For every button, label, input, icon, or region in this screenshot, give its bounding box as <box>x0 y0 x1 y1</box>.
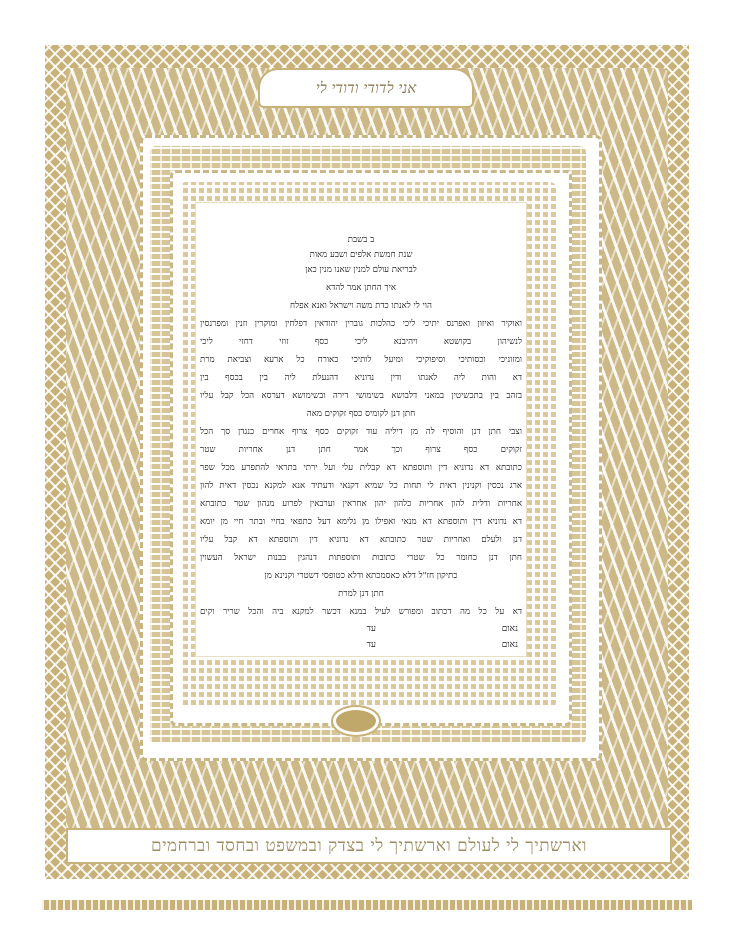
ketubah-line: דא על כל מה דכתוב ומפורש לעיל במנא דכשר למקנא ביה והכל שריר וקים <box>200 607 522 617</box>
ketubah-line: ומזוניכי וכסותיכי וסיפוקיכי ומיעל לותיכי כאורח כל ארעא וצביאת מרת <box>200 355 522 365</box>
ketubah-line: שנת חמשת אלפים ושבע מאות <box>309 250 413 260</box>
ketubah-line: ארג נכסין וקנינין דאית לי תחות כל שמיא דקנאי ודעתיד אנא למקנא נכסין דאית להון <box>200 481 522 491</box>
witness-role: עד <box>366 624 376 634</box>
ketubah-text-panel <box>196 203 526 656</box>
ketubah-line: איך החתן אמר להדא <box>325 283 396 293</box>
ketubah-line: זקוקים כסף צרוף וכך אמר חתן דנן אחריות שטר <box>200 445 522 455</box>
ketubah-line: חתן דנן למרת <box>338 589 384 599</box>
ketubah-line: וצבי חתן דנן והוסיף לה מן דיליה עוד זקוקים כסף צרוף אחרים כנגדן סך הכל <box>200 427 522 437</box>
ketubah-line: בזהב בין בתכשיטין במאני דלבושא בשימושי דירה ובשימושא דערסא הכל קבל עליו <box>200 391 522 401</box>
ketubah-line: הוי לי לאנתו כדת משה וישראל ואנא אפלח <box>290 301 432 311</box>
bottom-verse: וארשתיך לי לעולם וארשתיך לי בצדק ובמשפט ובחסד וברחמים <box>66 828 672 864</box>
diamond-ornament <box>336 710 376 732</box>
ketubah-line: ואוקיר ואיזון ואפרנס יתיכי ליכי כהלכות גוברין יהודאין דפלחין ומוקרין וזנין ומפרנסין <box>200 319 522 329</box>
bottom-pattern-strip <box>42 900 692 910</box>
ketubah-title: אני לדודי ודודי לי <box>260 70 472 106</box>
witness-role: עד <box>366 640 376 650</box>
ketubah-line: דא והות ליה לאנתו ודין נדוניא דהנעלת ליה בין בכסף בין <box>200 373 522 383</box>
ketubah-line: כתיקון חז"ל דלא כאסמכתא ודלא כטופסי דשטרי וקנינא מן <box>264 571 458 581</box>
ketubah-line: ב בשבת <box>347 235 375 245</box>
ketubah-line: חתן דנן לקומיס כסף זקוקים מאה <box>306 409 416 419</box>
ketubah-line: כתובתא דא נדוניא דין ותוספתא דא קבלית עלי ועל ירתי בתראי להתפרע מכל שפר <box>200 463 522 473</box>
witness-label: נאום <box>501 640 518 650</box>
ketubah-line: לנשיהון בקושטא ויהיבנא ליכי כסף זוזי דחזי ליכי <box>200 337 522 347</box>
ketubah-line: חתן דנן כחומר כל שטרי כתובות ותוספתות דנהגין בבנות ישראל העשוין <box>200 553 522 563</box>
ketubah-line: לבריאת עולם למנין שאנו מנין כאן <box>305 265 417 275</box>
ketubah-line: דא נדוניא דין ותוספתא דא מנאי ואפילו מן גלימא דעל כתפאי בחיי ובתר חיי מן יומא <box>200 517 522 527</box>
witness-label: נאום <box>501 624 518 634</box>
ketubah-line: אחריות ודלית להון אחריות כלהון יהון אחראין וערבאין לפרוע מנהון שטר כתובתא <box>200 499 522 509</box>
ketubah-line: דנן ולעלם ואחריות שטר כתובתא דא נדוניא דין ותוספתא דא קבל עליו <box>200 535 522 545</box>
